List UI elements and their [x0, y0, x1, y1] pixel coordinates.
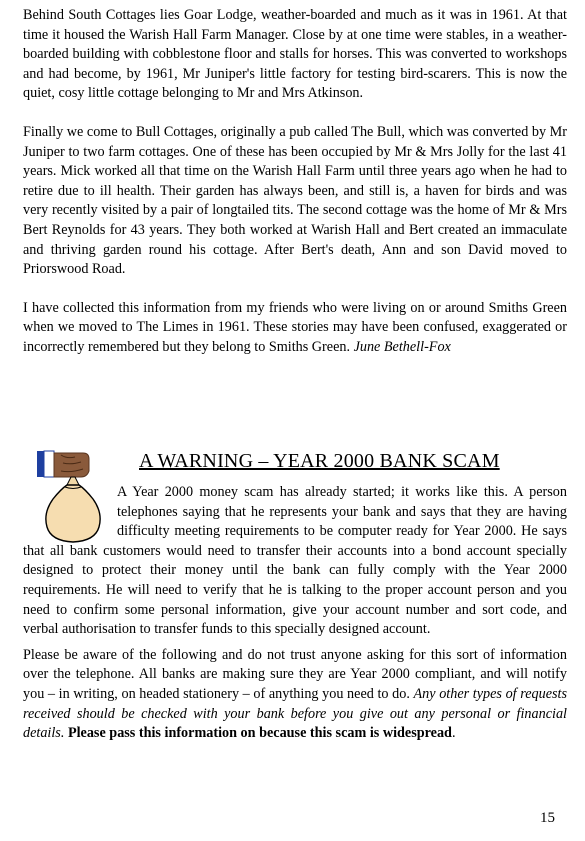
article-paragraph-1: A Year 2000 money scam has already started; it works like this. A person telephones saying that he represents your bank and says that they are having difficulty meeting requirements to be computer ready for Year 2000. He says that all bank customers would need to transfer their accounts into a bond account specially designed to protect their money until the bank can fully comply with the Year 2000 requirements. He will need to verify that he is talking to the proper account person and you need to confirm some personal information, give your account number and sort code, and verbal authorisation to transfer funds to this specially designed account.	[23, 484, 567, 638]
paragraph-2-text: Please be aware of the following and do not trust anyone asking for this sort of information over the telephone. All banks are making sure they are Year 2000 compliant, and will notify you – in writing, on headed stationery – of anything you need to do.	[23, 646, 567, 702]
paragraph-goar-lodge: Behind South Cottages lies Goar Lodge, weather-boarded and much as it was in 1961. At that time it housed the Warish Hall Farm Manager. Close by at one time were stables, in a weather-boarded building with cobblestone floor and stalls for horses. This was converted to workshops and had become, by 1961, Mr Juniper's little factory for testing bird-scarers. This is now the quiet, cosy little cottage belonging to Mr and Mrs Atkinson.	[23, 7, 567, 102]
page-content	[23, 6, 567, 358]
paragraph-bull-cottages: Finally we come to Bull Cottages, originally a pub called The Bull, which was converted by Mr Juniper to two farm cottages. One of these has been occupied by Mr & Mrs Jolly for the last 41 years. Mick worked all that time on the Warish Hall Farm until three years ago when he had to retire due to ill health. Their garden has always been, and still is, a haven for birds and was very recently visited by a pair of longtailed tits. The second cottage was the home of Mr & Mrs Bert Reynolds for 43 years. They both worked at Warish Hall and Bert created an immaculate and thriving garden round his cottage. After Bert's death, Ann and son David moved to Priorswood Road.	[23, 123, 567, 278]
paragraph-closing	[23, 299, 567, 358]
article-body	[23, 483, 567, 744]
closing-text: I have collected this information from my friends who were living on or around Smiths Green when we moved to The Limes in 1961. These stories may have been confused, exaggerated or incorrectly remembered but they belong to Smiths Green.	[23, 299, 567, 355]
article-paragraph-2	[23, 646, 567, 744]
paragraph-2-bold: Please pass this information on because this scam is widespread	[67, 725, 452, 742]
page-number: 15	[540, 810, 555, 826]
article-heading: A WARNING – YEAR 2000 BANK SCAM	[139, 450, 500, 472]
paragraph-2-italic: Any other types of requests received should be checked with your bank before you give out any personal or financial details.	[23, 685, 567, 742]
author-signoff: June Bethell-Fox	[353, 338, 451, 355]
paragraph-2-end: .	[451, 725, 456, 742]
